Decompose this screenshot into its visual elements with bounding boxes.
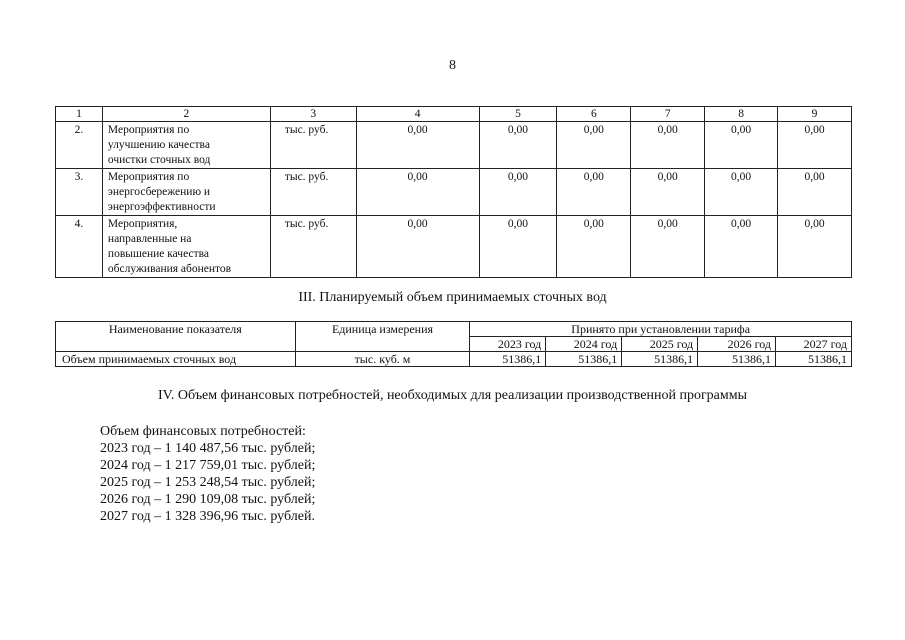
indicator-name: Объем принимаемых сточных вод [56,352,296,367]
header-cell: 1 [56,107,103,122]
value-cell: 0,00 [778,216,852,278]
measure-name-line: энергосбережению и [107,186,211,198]
row-number: 2. [56,122,103,169]
measure-name [102,122,270,169]
page-number: 8 [449,58,456,73]
value-cell: 0,00 [557,122,631,169]
unit-cell: тыс. куб. м [295,352,470,367]
measure-name-line: обслуживания абонентов [107,263,232,275]
measure-name-line: энергоэффективности [107,201,216,213]
value-cell: 51386,1 [470,352,546,367]
value-cell: 0,00 [705,169,778,216]
row-number: 3. [56,169,103,216]
header-cell: 7 [631,107,705,122]
value-cell: 51386,1 [698,352,776,367]
measure-name-line: улучшению качества [107,139,210,151]
year-header: 2023 год [470,337,546,352]
value-cell: 0,00 [778,122,852,169]
header-cell: 3 [270,107,356,122]
header-cell: 5 [479,107,557,122]
measure-name-line: Мероприятия по [107,171,190,183]
value-cell: 0,00 [631,216,705,278]
value-cell: 0,00 [479,216,557,278]
year-header: 2025 год [622,337,698,352]
financial-needs-block [100,423,315,525]
year-header: 2024 год [546,337,622,352]
unit-cell: тыс. руб. [270,216,356,278]
table-row [56,169,852,216]
financial-needs-line: 2023 год – 1 140 487,56 тыс. рублей; [100,441,316,456]
header-cell: 8 [705,107,778,122]
table-row [56,122,852,169]
section-4-title: IV. Объем финансовых потребностей, необходимых для реализации производственной программы [157,388,748,403]
header-cell: 4 [356,107,479,122]
value-cell: 0,00 [557,216,631,278]
table-row [56,216,852,278]
accepted-column-header: Принято при установлении тарифа [470,322,852,337]
value-cell: 0,00 [479,122,557,169]
header-cell: 6 [557,107,631,122]
measure-name-line: очистки сточных вод [107,154,211,166]
value-cell: 0,00 [631,122,705,169]
value-cell: 51386,1 [546,352,622,367]
financial-needs-line: 2024 год – 1 217 759,01 тыс. рублей; [100,458,316,473]
measure-name [102,169,270,216]
unit-cell: тыс. руб. [270,122,356,169]
value-cell: 0,00 [778,169,852,216]
value-cell: 0,00 [705,122,778,169]
value-cell: 51386,1 [622,352,698,367]
section-3-title: III. Планируемый объем принимаемых сточных вод [298,290,607,305]
value-cell: 0,00 [356,169,479,216]
value-cell: 0,00 [705,216,778,278]
value-cell: 0,00 [557,169,631,216]
table-row [56,352,852,367]
financial-needs-line: 2026 год – 1 290 109,08 тыс. рублей; [100,492,316,507]
wastewater-volume-table [55,321,852,367]
header-cell: 2 [102,107,270,122]
measure-name [102,216,270,278]
measure-name-line: направленные на [107,233,192,245]
value-cell: 0,00 [356,216,479,278]
measure-name-line: повышение качества [107,248,209,260]
value-cell: 0,00 [631,169,705,216]
financial-needs-intro: Объем финансовых потребностей: [100,424,306,439]
measure-name-line: Мероприятия по [107,124,190,136]
financial-needs-line: 2025 год – 1 253 248,54 тыс. рублей; [100,475,316,490]
financial-needs-line: 2027 год – 1 328 396,96 тыс. рублей. [100,509,315,524]
indicator-column-header: Наименование показателя [56,322,296,352]
row-number: 4. [56,216,103,278]
header-cell: 9 [778,107,852,122]
value-cell: 0,00 [479,169,557,216]
value-cell: 0,00 [356,122,479,169]
year-header: 2026 год [698,337,776,352]
measures-table [55,106,852,278]
table-header-row [56,322,852,337]
measure-name-line: Мероприятия, [107,218,178,230]
year-header: 2027 год [776,337,852,352]
table-header-row [56,107,852,122]
unit-cell: тыс. руб. [270,169,356,216]
value-cell: 51386,1 [776,352,852,367]
unit-column-header: Единица измерения [295,322,470,352]
